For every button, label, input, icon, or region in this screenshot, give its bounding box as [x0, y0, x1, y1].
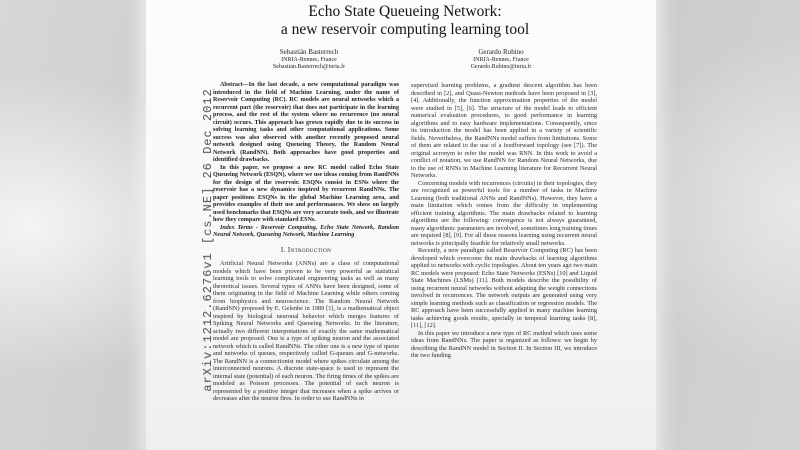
author-1-email: Sebastian.Basterrech@inria.fr — [272, 64, 346, 70]
left-column — [213, 82, 399, 403]
author-2 — [405, 48, 597, 71]
right-column-paragraph-3: Recently, a new paradigm called Reservoir Computing (RC) has been developed which overcome the main drawbacks of learning algorithms applied to networks with cyclic topologies. About ten years ago two main RC models were proposed: Echo State Networks (ESNs) [10] and Liquid State Machines (LSMs) [11]. Both models describe the possibility of using recurrent neural networks without adapting the weight connections involved in recurrences. The network outputs are generated using very simple learning methods such as classification or regression models. The RC approach have been successfully applied in many machine learning tasks achieving goods results, specially in temporal learning tasks [8], [11], [12]. — [411, 247, 597, 329]
author-1-name: Sebastián Basterrech — [279, 48, 339, 56]
paper-page — [146, 0, 656, 450]
intro-paragraph-1: Artificial Neural Networks (ANNs) are a class of computational models which have been proven to be very powerful as statistical learning tools to solve complicated engineering tasks as well as many theoretical issues. Several types of ANNs have been designed, some of them originating in the field of Machine Learning while others coming from biophysics and neuroscience. The Random Neural Network (RandNN) proposed by E. Gelenbe in 1989 [1], is a mathematical object inspired by biological neuronal behavior which merges features of Spiking Neural Networks and Queueing Networks. In the literature, actually two different interpretations of exactly the same mathematical model are proposed. One is a type of spiking neuron and the associated network which is called RandNNs. The other one is a new type of queue and networks of queues, respectively called G-queues and G-networks. The RandNN is a connectionist model where spikes circulate among the interconnected neurons. A discrete state-space is used to represent the internal state (potential) of each neuron. The firing times of the spikes are modeled as Poisson processes. The potential of each neuron is represented by a positive integer that increases when a spike arrives or decreases after the neuron fires. In order to use RandNNs in — [213, 260, 399, 402]
abstract-paragraph-2: In this paper, we propose a new RC model called Echo State Queueing Network (ESQN), where we use ideas coming from RandNNs for the design of the reservoir. ESQNs consist in ESNs where the reservoir has a new dynamics inspired by recurrent RandNNs. The paper positions ESQNs in the global Machine Learning area, and provides examples of their use and performances. We show on largely used benchmarks that ESQNs are very accurate tools, and we illustrate how they compare with standard ESNs. — [213, 164, 399, 223]
author-block — [213, 48, 597, 71]
arxiv-watermark: arXiv:1212.6276v1 [cs.NE] 26 Dec 2012 — [201, 88, 215, 392]
section-heading-introduction: I. Introduction — [280, 245, 332, 254]
right-column-paragraph-2: Concerning models with recurrences (circuits) in their topologies, they are recognized as powerful tools for a number of tasks in Machine Learning (both traditional ANNs and RandNNs). However, they have a main limitation which comes from the difficulty in implementing efficient training algorithms. The main drawbacks related to learning algorithms are the following: convergence is not always guaranteed, many algorithmic parameters are involved, sometimes long training times are required [8], [9]. For all those reasons learning using recurrent neural networks is principally feasible for relatively small networks. — [411, 179, 597, 247]
author-2-email: Gerardo.Rubino@inria.fr — [470, 64, 532, 70]
author-1 — [213, 48, 405, 71]
abstract-paragraph-1: Abstract—In the last decade, a new computational paradigm was introduced in the field of Machine Learning, under the name of Reservoir Computing (RC). RC models are neural networks which a recurrent part (the reservoir) that does not participate in the learning process, and the rest of the system where no recurrence (no neural circuit) occurs. This approach has grown rapidly due to its success in solving learning tasks and other computational applications. Some success was also observed with another recently proposed neural network designed using Queueing Theory, the Random Neural Network (RandNN). Both approaches have good properties and identified drawbacks. — [213, 82, 399, 163]
paper-content — [213, 0, 597, 450]
author-1-affiliation: INRIA-Rennes, France — [281, 57, 337, 63]
index-terms: Index Terms - Reservoir Computing, Echo State Network, Random Neural Network, Queueing Network, Machine Learning — [213, 224, 399, 238]
paper-title-line2: a new reservoir computing learning tool — [280, 21, 530, 38]
author-2-name: Gerardo Rubino — [478, 48, 524, 56]
author-2-affiliation: INRIA-Rennes, France — [473, 57, 529, 63]
right-column-paragraph-1: supervised learning problems, a gradient descent algorithm has been described in [2], and Quasi-Newton methods have been proposed in [3], [4]. Additionally, the function approximation properties of the model were studied in [5], [6]. The structure of the model leads to efficient numerical evaluation procedures, to good performance in learning algorithms and to easy hardware implementations. Consequently, since its introduction the model has been applied in a variety of scientific fields. Nevertheless, the RandNNs model suffers from limitations. Some of them are related to the use of a feedforward topology (see [7]). The original acronym to refer the model was RNN. In this work to avoid a conflict of notation, we use RandNN for Random Neural Networks, due to the use of RNNs in Machine Learning literature for Recurrent Neural Networks. — [411, 82, 597, 179]
paper-title-line1: Echo State Queueing Network: — [308, 3, 502, 20]
two-column-body — [213, 82, 597, 403]
right-column — [411, 82, 597, 403]
paper-title — [213, 0, 597, 39]
right-column-paragraph-4: In this paper we introduce a new type of RC method which uses some ideas from RandNNs. The paper is organized as follows: we begin by describing the RandNN model in Section II. In Section III, we introduce the two funding — [411, 329, 597, 359]
